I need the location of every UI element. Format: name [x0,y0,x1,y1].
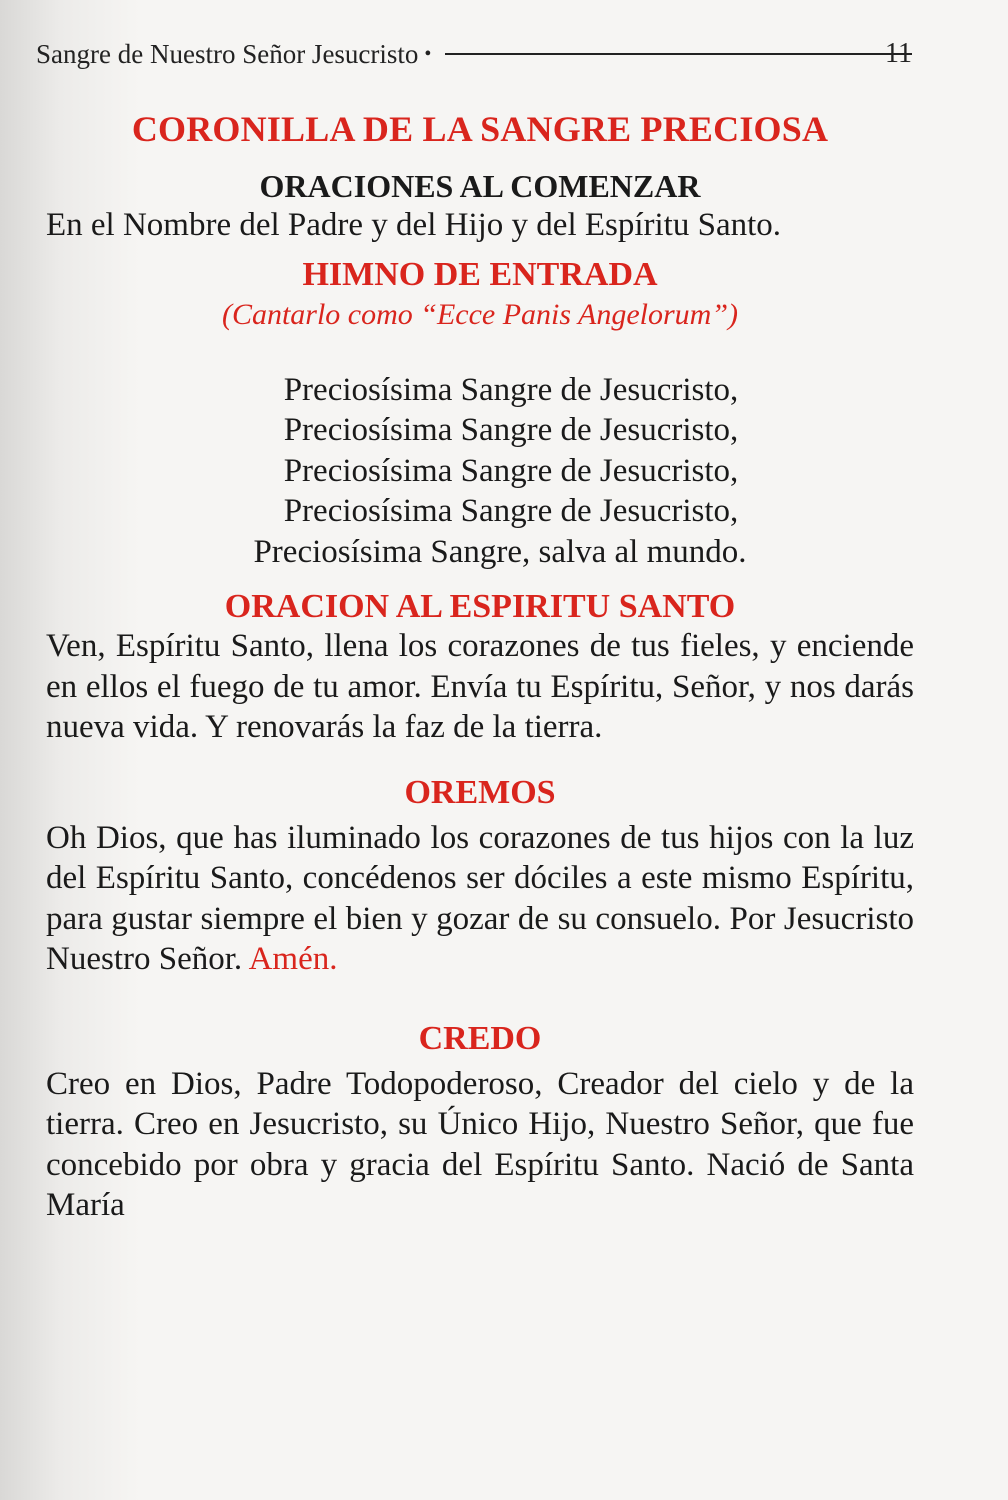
hymn-line: Preciosísima Sangre de Jesucristo, [283,452,739,489]
header-bullet: • [424,42,432,65]
hymn-heading: HIMNO DE ENTRADA [302,255,658,293]
hymn-verses [46,370,914,573]
spirit-prayer-text: Ven, Espíritu Santo, llena los corazones de tus fieles, y enciende en ellos el fuego de tu amor. Envía tu Espíritu, Señor, y nos darás nueva vida. Y renovarás la faz de la tierra. [46,628,914,745]
credo-heading: CREDO [418,1019,542,1057]
opening-text: En el Nombre del Padre y del Hijo y del Espíritu Santo. [46,207,782,243]
header-rule [445,53,912,55]
hymn-note: (Cantarlo como “Ecce Panis Angelorum”) [221,297,739,331]
spirit-heading: ORACION AL ESPIRITU SANTO [224,588,736,625]
page-number: 11 [885,38,912,69]
page-content [46,100,914,1226]
credo-text: Creo en Dios, Padre Todopoderoso, Creador del cielo y de la tierra. Creo en Jesucristo, su Único Hijo, Nuestro Señor, que fue concebido por obra y gracia del Espíritu Santo. Nació de Santa María [46,1065,914,1223]
oremos-body: Oh Dios, que has iluminado los corazones de tus hijos con la luz del Espíritu Santo, concédenos ser dóciles a este mismo Espíritu, para gustar siempre el bien y gozar de su consuelo. Por Jesucristo Nuestro Señor. [46,819,914,977]
main-title: CORONILLA DE LA SANGRE PRECIOSA [131,109,829,149]
oremos-heading: OREMOS [404,773,556,811]
hymn-line: Preciosísima Sangre, salva al mundo. [253,533,747,570]
opening-heading: ORACIONES AL COMENZAR [259,168,701,204]
running-title: Sangre de Nuestro Señor Jesucristo [36,38,419,69]
hymn-line: Preciosísima Sangre de Jesucristo, [283,493,739,529]
hymn-line: Preciosísima Sangre de Jesucristo, [283,412,739,448]
oremos-text [46,818,914,980]
hymn-line: Preciosísima Sangre de Jesucristo, [283,371,739,408]
amen-text: Amén. [248,941,338,977]
running-header [36,34,912,74]
